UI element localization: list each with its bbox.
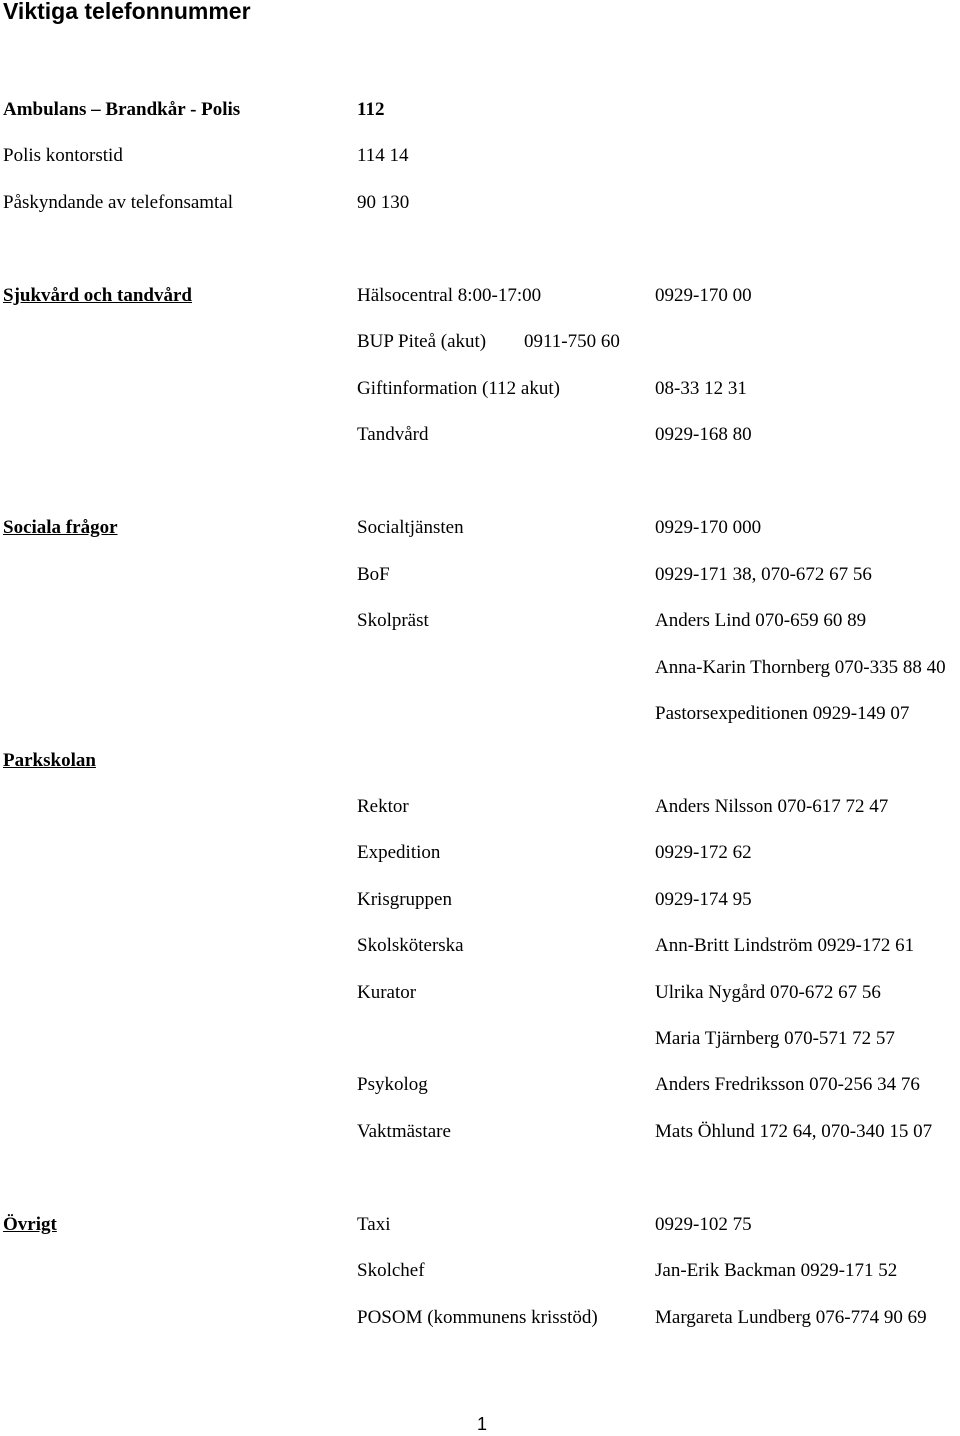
contact-value: Anna-Karin Thornberg 070-335 88 40 — [655, 657, 946, 678]
call-expedite-label: Påskyndande av telefonsamtal — [3, 192, 234, 213]
contact-value: Anders Lind 070-659 60 89 — [655, 610, 867, 631]
contact-label: Vaktmästare — [357, 1121, 451, 1142]
contact-value: Ulrika Nygård 070-672 67 56 — [655, 982, 881, 1003]
contact-value: Mats Öhlund 172 64, 070-340 15 07 — [655, 1121, 933, 1142]
contact-value: 0929-170 00 — [655, 285, 752, 306]
contact-label: Taxi — [357, 1214, 391, 1235]
contact-label: Skolpräst — [357, 610, 429, 631]
call-expedite-number: 90 130 — [357, 192, 410, 213]
contact-value: Ann-Britt Lindström 0929-172 61 — [655, 935, 915, 956]
contact-label: BUP Piteå (akut) — [357, 331, 487, 352]
contact-label: Krisgruppen — [357, 889, 452, 910]
emergency-number: 112 — [357, 99, 385, 120]
other-heading: Övrigt — [3, 1214, 57, 1235]
contact-value: 0929-171 38, 070-672 67 56 — [655, 564, 872, 585]
contact-label: Hälsocentral 8:00-17:00 — [357, 285, 542, 306]
contact-value: Anders Fredriksson 070-256 34 76 — [655, 1074, 920, 1095]
contact-label: Kurator — [357, 982, 417, 1003]
contact-value: Pastorsexpeditionen 0929-149 07 — [655, 703, 910, 724]
contact-value: 0929-174 95 — [655, 889, 752, 910]
contact-label: Skolchef — [357, 1260, 425, 1281]
contact-value: 0929-172 62 — [655, 842, 752, 863]
social-heading: Sociala frågor — [3, 517, 118, 538]
contact-value: Margareta Lundberg 076-774 90 69 — [655, 1307, 927, 1328]
contact-value: 0929-102 75 — [655, 1214, 752, 1235]
contact-label: Rektor — [357, 796, 409, 817]
emergency-label: Ambulans – Brandkår - Polis — [3, 99, 241, 120]
contact-label: Psykolog — [357, 1074, 428, 1095]
contact-label: Socialtjänsten — [357, 517, 464, 538]
contact-label: POSOM (kommunens krisstöd) — [357, 1307, 598, 1328]
contact-label: BoF — [357, 564, 390, 585]
contact-label: Giftinformation (112 akut) — [357, 378, 560, 399]
contact-value: 0911-750 60 — [524, 331, 620, 352]
contact-value: Anders Nilsson 070-617 72 47 — [655, 796, 889, 817]
contact-value: 0929-170 000 — [655, 517, 762, 538]
contact-label: Skolsköterska — [357, 935, 464, 956]
contact-label: Expedition — [357, 842, 441, 863]
school-heading: Parkskolan — [3, 750, 96, 771]
page-title: Viktiga telefonnummer — [3, 0, 251, 24]
contact-value: 0929-168 80 — [655, 424, 752, 445]
healthcare-heading: Sjukvård och tandvård — [3, 285, 192, 306]
police-office-label: Polis kontorstid — [3, 145, 123, 166]
contact-label: Tandvård — [357, 424, 429, 445]
page-number: 1 — [477, 1414, 488, 1434]
contact-value: 08-33 12 31 — [655, 378, 747, 399]
police-office-number: 114 14 — [357, 145, 409, 166]
contact-value: Jan-Erik Backman 0929-171 52 — [655, 1260, 898, 1281]
contact-value: Maria Tjärnberg 070-571 72 57 — [655, 1028, 895, 1049]
